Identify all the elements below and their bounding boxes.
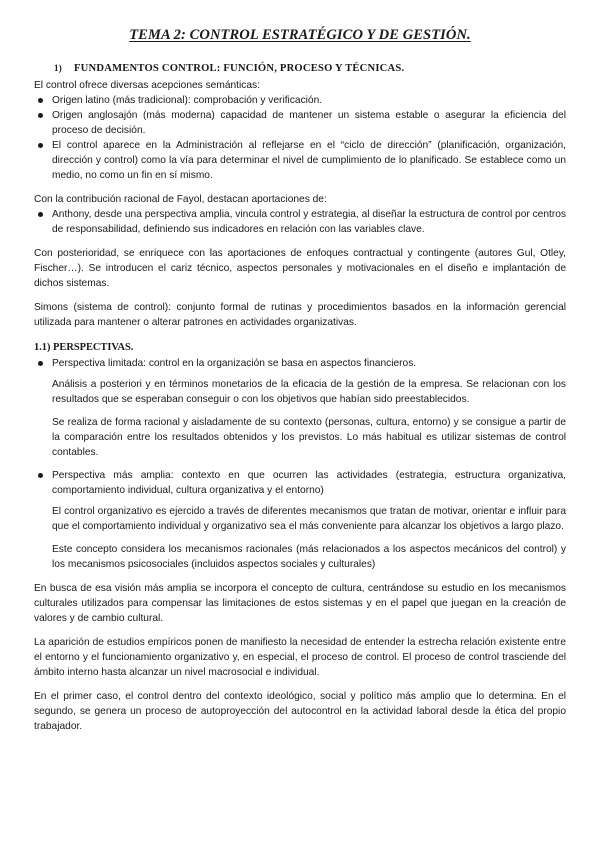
section-1-heading: [54, 61, 566, 76]
perspectivas-list-2: [34, 468, 566, 498]
section-1-intro: El control ofrece diversas acepciones semánticas:: [34, 80, 260, 91]
bullet-icon: [38, 473, 43, 478]
section-1-number: 1): [54, 63, 62, 73]
bullet-icon: [38, 98, 43, 103]
broad-paragraph: El control organizativo es ejercido a través de diferentes mecanismos que tratan de motivar, orientar e influir para que el comportamiento individual y organizativo sea el más conveniente para alcanzar los objetivos a largo plazo.: [52, 506, 566, 532]
limited-paragraph: Análisis a posteriori y en términos monetarios de la eficacia de la gestión de la empresa. Se relacionan con los resultados que se esperaban conseguir o con los objetivos que habían sido preestablecidos.: [52, 379, 566, 405]
list-item: Origen latino (más tradicional): comprobación y verificación.: [34, 93, 566, 108]
paragraph-simons: Simons (sistema de control): conjunto formal de rutinas y procedimientos basados en la información gerencial utilizada para mantener o alterar patrones en actividades organizativas.: [34, 302, 566, 328]
closing-paragraph: En el primer caso, el control dentro del contexto ideológico, social y político más amplio que lo determina. En el segundo, se genera un proceso de autoproyección del autocontrol en la actividad laboral desde la ética del propio trabajador.: [34, 691, 566, 732]
section-1-heading-text: FUNDAMENTOS CONTROL: FUNCIÓN, PROCESO Y TÉCNICAS.: [74, 63, 405, 74]
section-1-1-heading: 1.1) PERSPECTIVAS.: [34, 342, 134, 353]
list-item-perspectiva-amplia: Perspectiva más amplia: contexto en que ocurren las actividades (estrategia, estructura organizativa, comportamiento individual, cultura organizativa y el entorno): [34, 468, 566, 498]
bullet-icon: [38, 212, 43, 217]
broad-paragraph: Este concepto considera los mecanismos racionales (más relacionados a los aspectos mecánicos del control) y los mecanismos psicosociales (incluidos aspectos sociales y culturales): [52, 544, 566, 570]
closing-paragraph: La aparición de estudios empíricos ponen de manifiesto la necesidad de entender la estrecha relación existente entre el entorno y el funcionamiento organizativo y, en especial, el proceso de control. El proceso de control trasciende del ámbito interno hasta alcanzar un nivel macrosocial e individual.: [34, 637, 566, 678]
limited-paragraph: Se realiza de forma racional y aisladamente de su contexto (personas, cultura, entorno) y se consigue a partir de la comparación entre los resultados obtenidos y los previstos. Lo más habitual es utilizar sistemas de control contables.: [52, 417, 566, 458]
page-title: TEMA 2: CONTROL ESTRATÉGICO Y DE GESTIÓN.: [129, 27, 471, 43]
fayol-intro: Con la contribución racional de Fayol, destacan aportaciones de:: [34, 194, 327, 205]
bullet-icon: [38, 143, 43, 148]
bullet-icon: [38, 361, 43, 366]
closing-paragraph: En busca de esa visión más amplia se incorpora el concepto de cultura, centrándose su estudio en los mecanismos culturales utilizados para compensar las limitaciones de estos sistemas y en el papel que juegan en la creación de valores y de cambio cultural.: [34, 583, 566, 624]
list-item: El control aparece en la Administración al reflejarse en el “ciclo de dirección” (planificación, organización, dirección y control) como la vía para determinar el nivel de cumplimiento de lo planificado. Se establece como un medio, no como un fin en sí mismo.: [34, 138, 566, 183]
paragraph-posterioridad: Con posterioridad, se enriquece con las aportaciones de enfoques contractual y contingente (autores Gul, Otley, Fischer…). Se introducen el cariz técnico, aspectos personales y motivacionales en el diseño e implantación de dichos sistemas.: [34, 248, 566, 289]
perspectivas-list: [34, 356, 566, 371]
fayol-list: [34, 207, 566, 237]
list-item-perspectiva-limitada: Perspectiva limitada: control en la organización se basa en aspectos financieros.: [34, 356, 566, 371]
list-item: Origen anglosajón (más moderna) capacidad de mantener un sistema estable o asegurar la eficiencia del proceso de decisión.: [34, 108, 566, 138]
list-item: Anthony, desde una perspectiva amplia, vincula control y estrategia, al diseñar la estructura de control por centros de responsabilidad, definiendo sus indicadores en relación con las variables clave.: [34, 207, 566, 237]
bullet-icon: [38, 113, 43, 118]
acepciones-list: [34, 93, 566, 183]
